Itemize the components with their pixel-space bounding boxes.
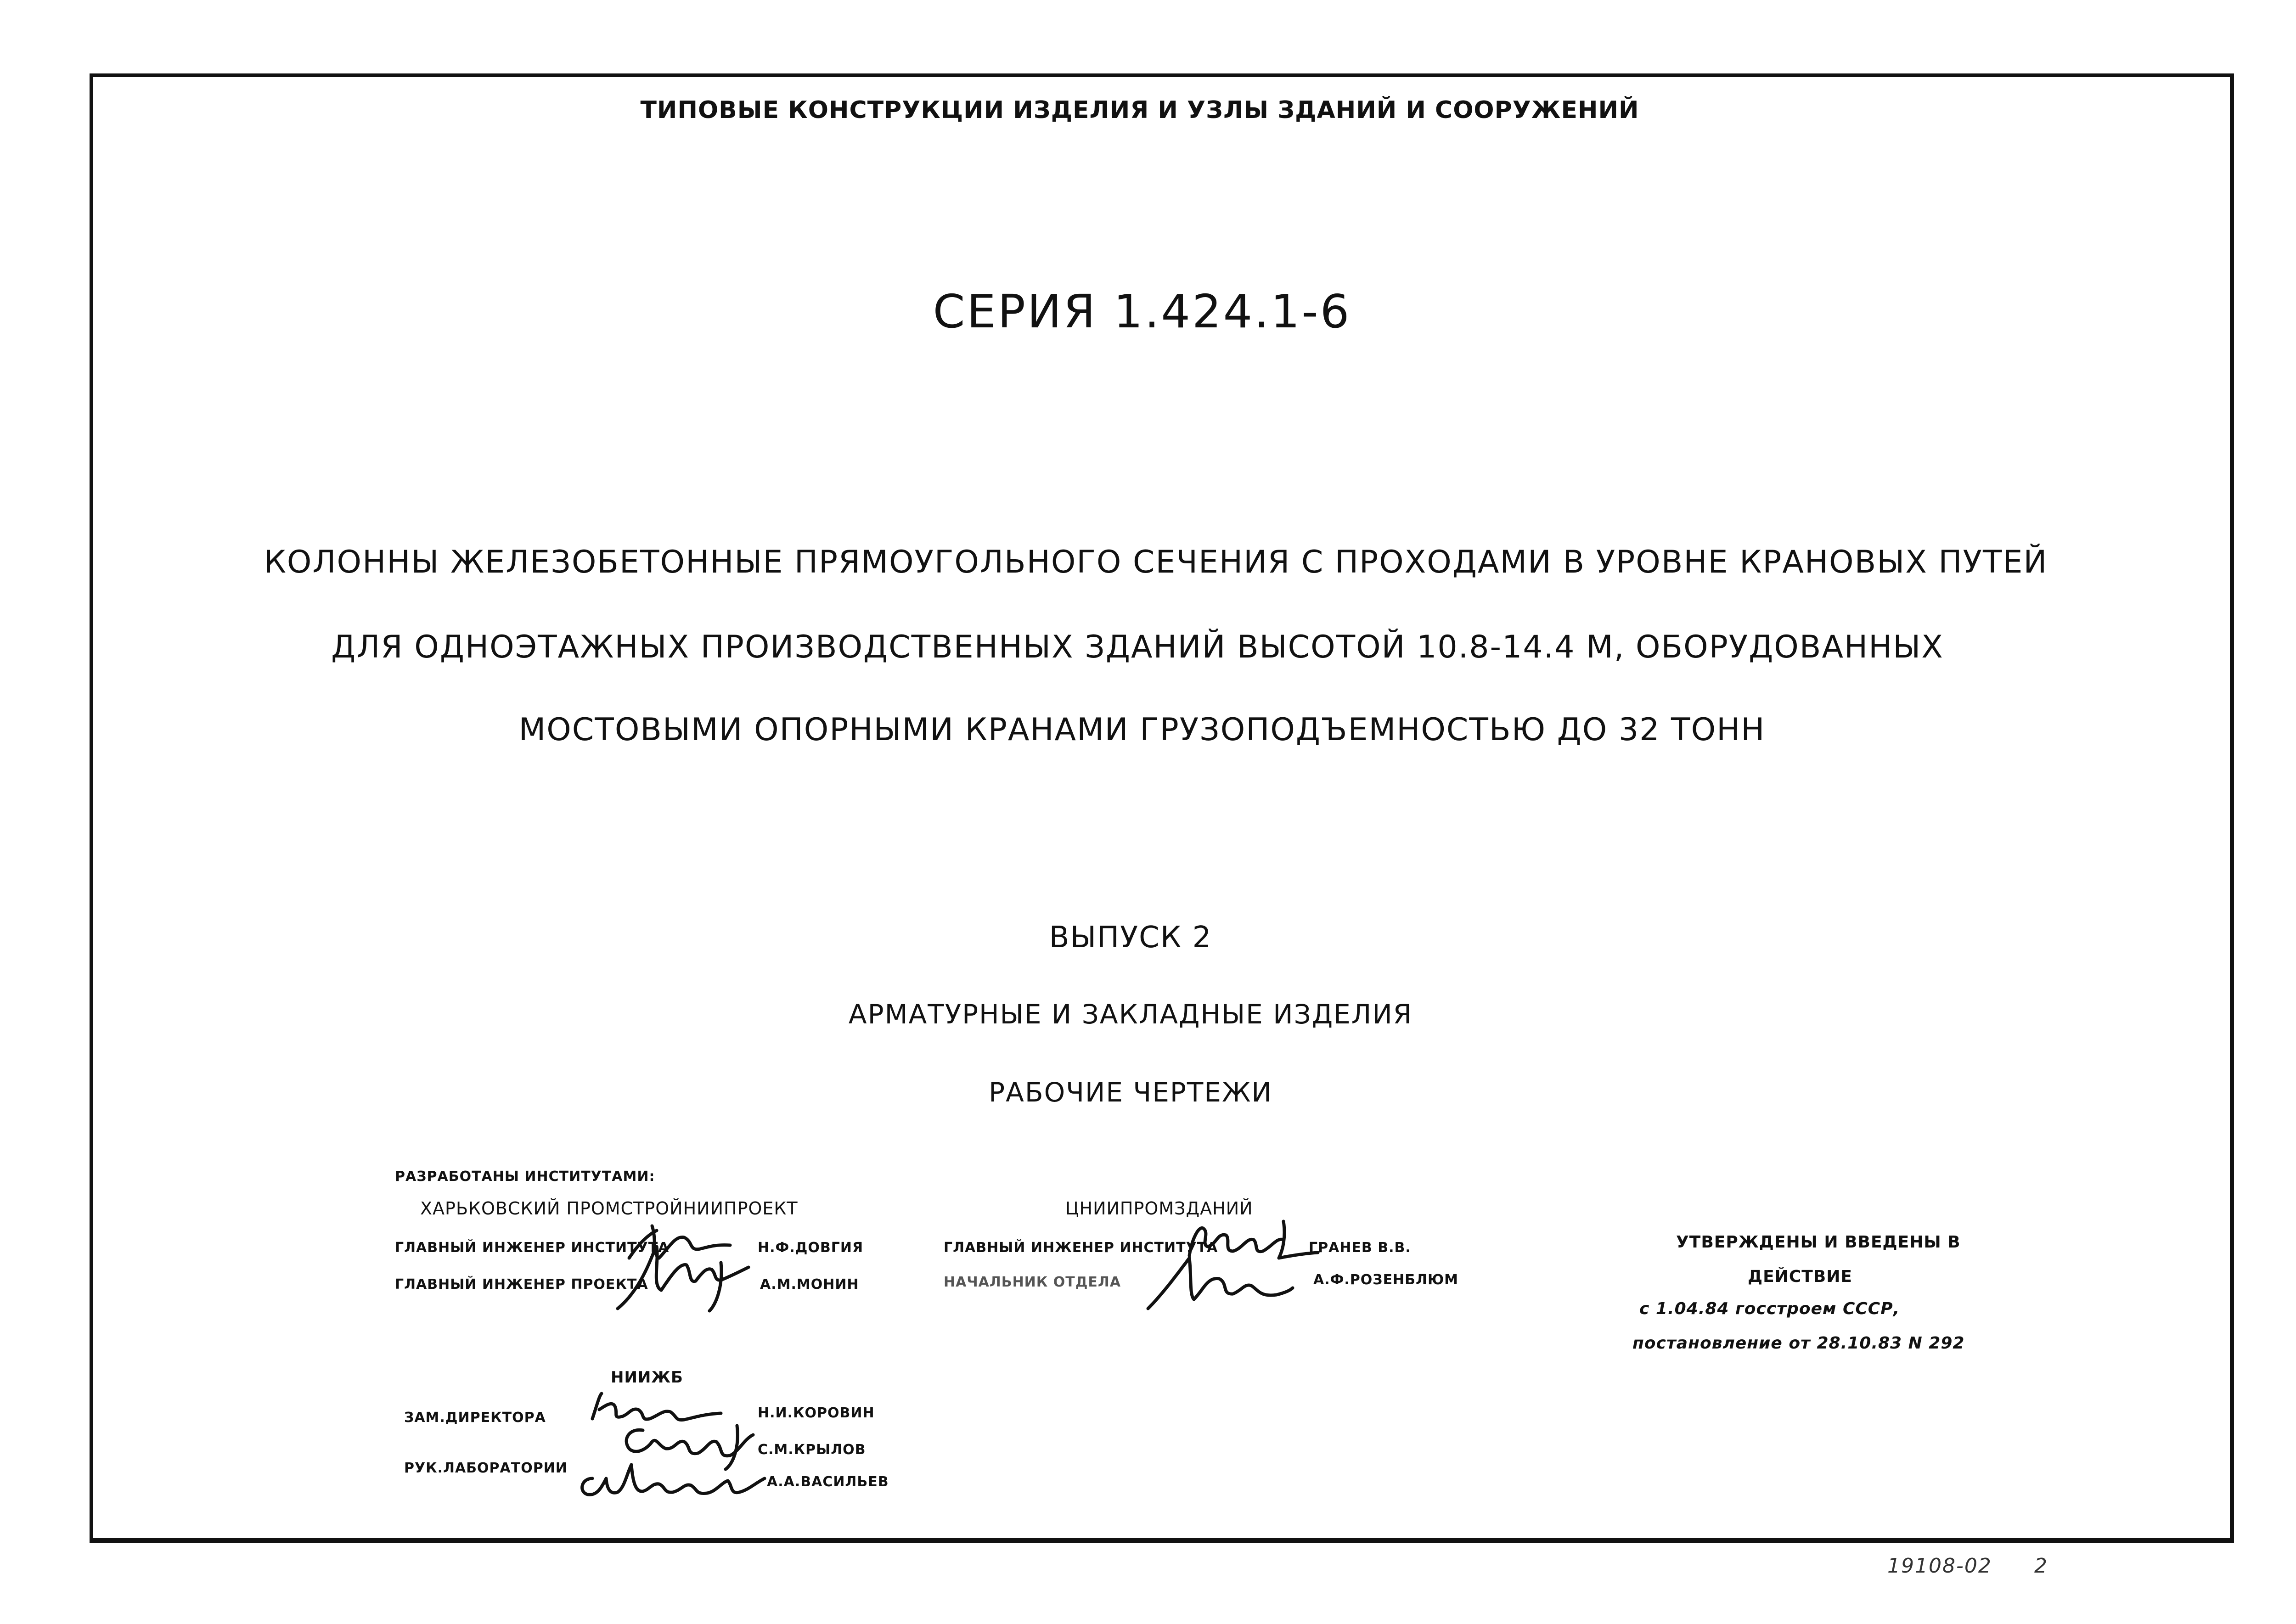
tsnii-role-1: ГЛАВНЫЙ ИНЖЕНЕР ИНСТИТУТА <box>944 1240 1218 1256</box>
title-line-1: КОЛОННЫ ЖЕЛЕЗОБЕТОННЫЕ ПРЯМОУГОЛЬНОГО СЕЧЕНИЯ С ПРОХОДАМИ В УРОВНЕ КРАНОВЫХ ПУТЕЙ <box>264 544 2048 580</box>
developers-intro: РАЗРАБОТАНЫ ИНСТИТУТАМИ: <box>395 1169 655 1185</box>
tsnii-role-2: НАЧАЛЬНИК ОТДЕЛА <box>944 1274 1121 1290</box>
org-kharkov-name: ХАРЬКОВСКИЙ ПРОМСТРОЙНИИПРОЕКТ <box>420 1198 798 1219</box>
niizhb-person-1: Н.И.КОРОВИН <box>758 1405 875 1421</box>
issue-number: ВЫПУСК 2 <box>1049 921 1212 955</box>
approval-line-1: УТВЕРЖДЕНЫ И ВВЕДЕНЫ В <box>1676 1233 1961 1252</box>
page-number: 2 <box>2034 1554 2048 1578</box>
kharkov-role-2: ГЛАВНЫЙ ИНЖЕНЕР ПРОЕКТА <box>395 1276 648 1292</box>
kharkov-person-1: Н.Ф.ДОВГИЯ <box>758 1240 864 1256</box>
document-number: 19108-02 <box>1887 1554 1992 1578</box>
niizhb-role-3: РУК.ЛАБОРАТОРИИ <box>404 1460 568 1476</box>
approval-line-4: постановление от 28.10.83 N 292 <box>1632 1334 1965 1353</box>
series-number: СЕРИЯ 1.424.1-6 <box>933 285 1351 338</box>
signature-vasilyev <box>574 1451 767 1506</box>
org-niizhb-name: НИИЖБ <box>611 1368 683 1387</box>
document-type: РАБОЧИЕ ЧЕРТЕЖИ <box>989 1077 1272 1108</box>
niizhb-person-2: С.М.КРЫЛОВ <box>758 1442 866 1458</box>
kharkov-role-1: ГЛАВНЫЙ ИНЖЕНЕР ИНСТИТУТА <box>395 1240 670 1256</box>
tsnii-person-1: ГРАНЕВ В.В. <box>1309 1240 1411 1256</box>
signature-monin <box>611 1235 758 1318</box>
approval-line-2: ДЕЙСТВИЕ <box>1748 1267 1852 1286</box>
title-line-2: ДЛЯ ОДНОЭТАЖНЫХ ПРОИЗВОДСТВЕННЫХ ЗДАНИЙ ВЫСОТОЙ 10.8-14.4 М, ОБОРУДОВАННЫХ <box>331 629 1944 665</box>
issue-subtitle: АРМАТУРНЫЕ И ЗАКЛАДНЫЕ ИЗДЕЛИЯ <box>848 999 1413 1030</box>
tsnii-person-2: А.Ф.РОЗЕНБЛЮМ <box>1313 1272 1459 1288</box>
header-title: ТИПОВЫЕ КОНСТРУКЦИИ ИЗДЕЛИЯ И УЗЛЫ ЗДАНИЙ И СООРУЖЕНИЙ <box>640 96 1639 124</box>
signature-rozenblyum <box>1139 1240 1295 1318</box>
scan-speck <box>90 487 93 510</box>
niizhb-person-3: А.А.ВАСИЛЬЕВ <box>767 1474 889 1490</box>
niizhb-role-1: ЗАМ.ДИРЕКТОРА <box>404 1410 546 1426</box>
org-tsnii-name: ЦНИИПРОМЗДАНИЙ <box>1065 1198 1253 1219</box>
approval-line-3: с 1.04.84 госстроем СССР, <box>1639 1299 1900 1318</box>
title-line-3: МОСТОВЫМИ ОПОРНЫМИ КРАНАМИ ГРУЗОПОДЪЕМНОСТЬЮ ДО 32 ТОНН <box>518 712 1766 748</box>
kharkov-person-2: А.М.МОНИН <box>760 1276 859 1292</box>
